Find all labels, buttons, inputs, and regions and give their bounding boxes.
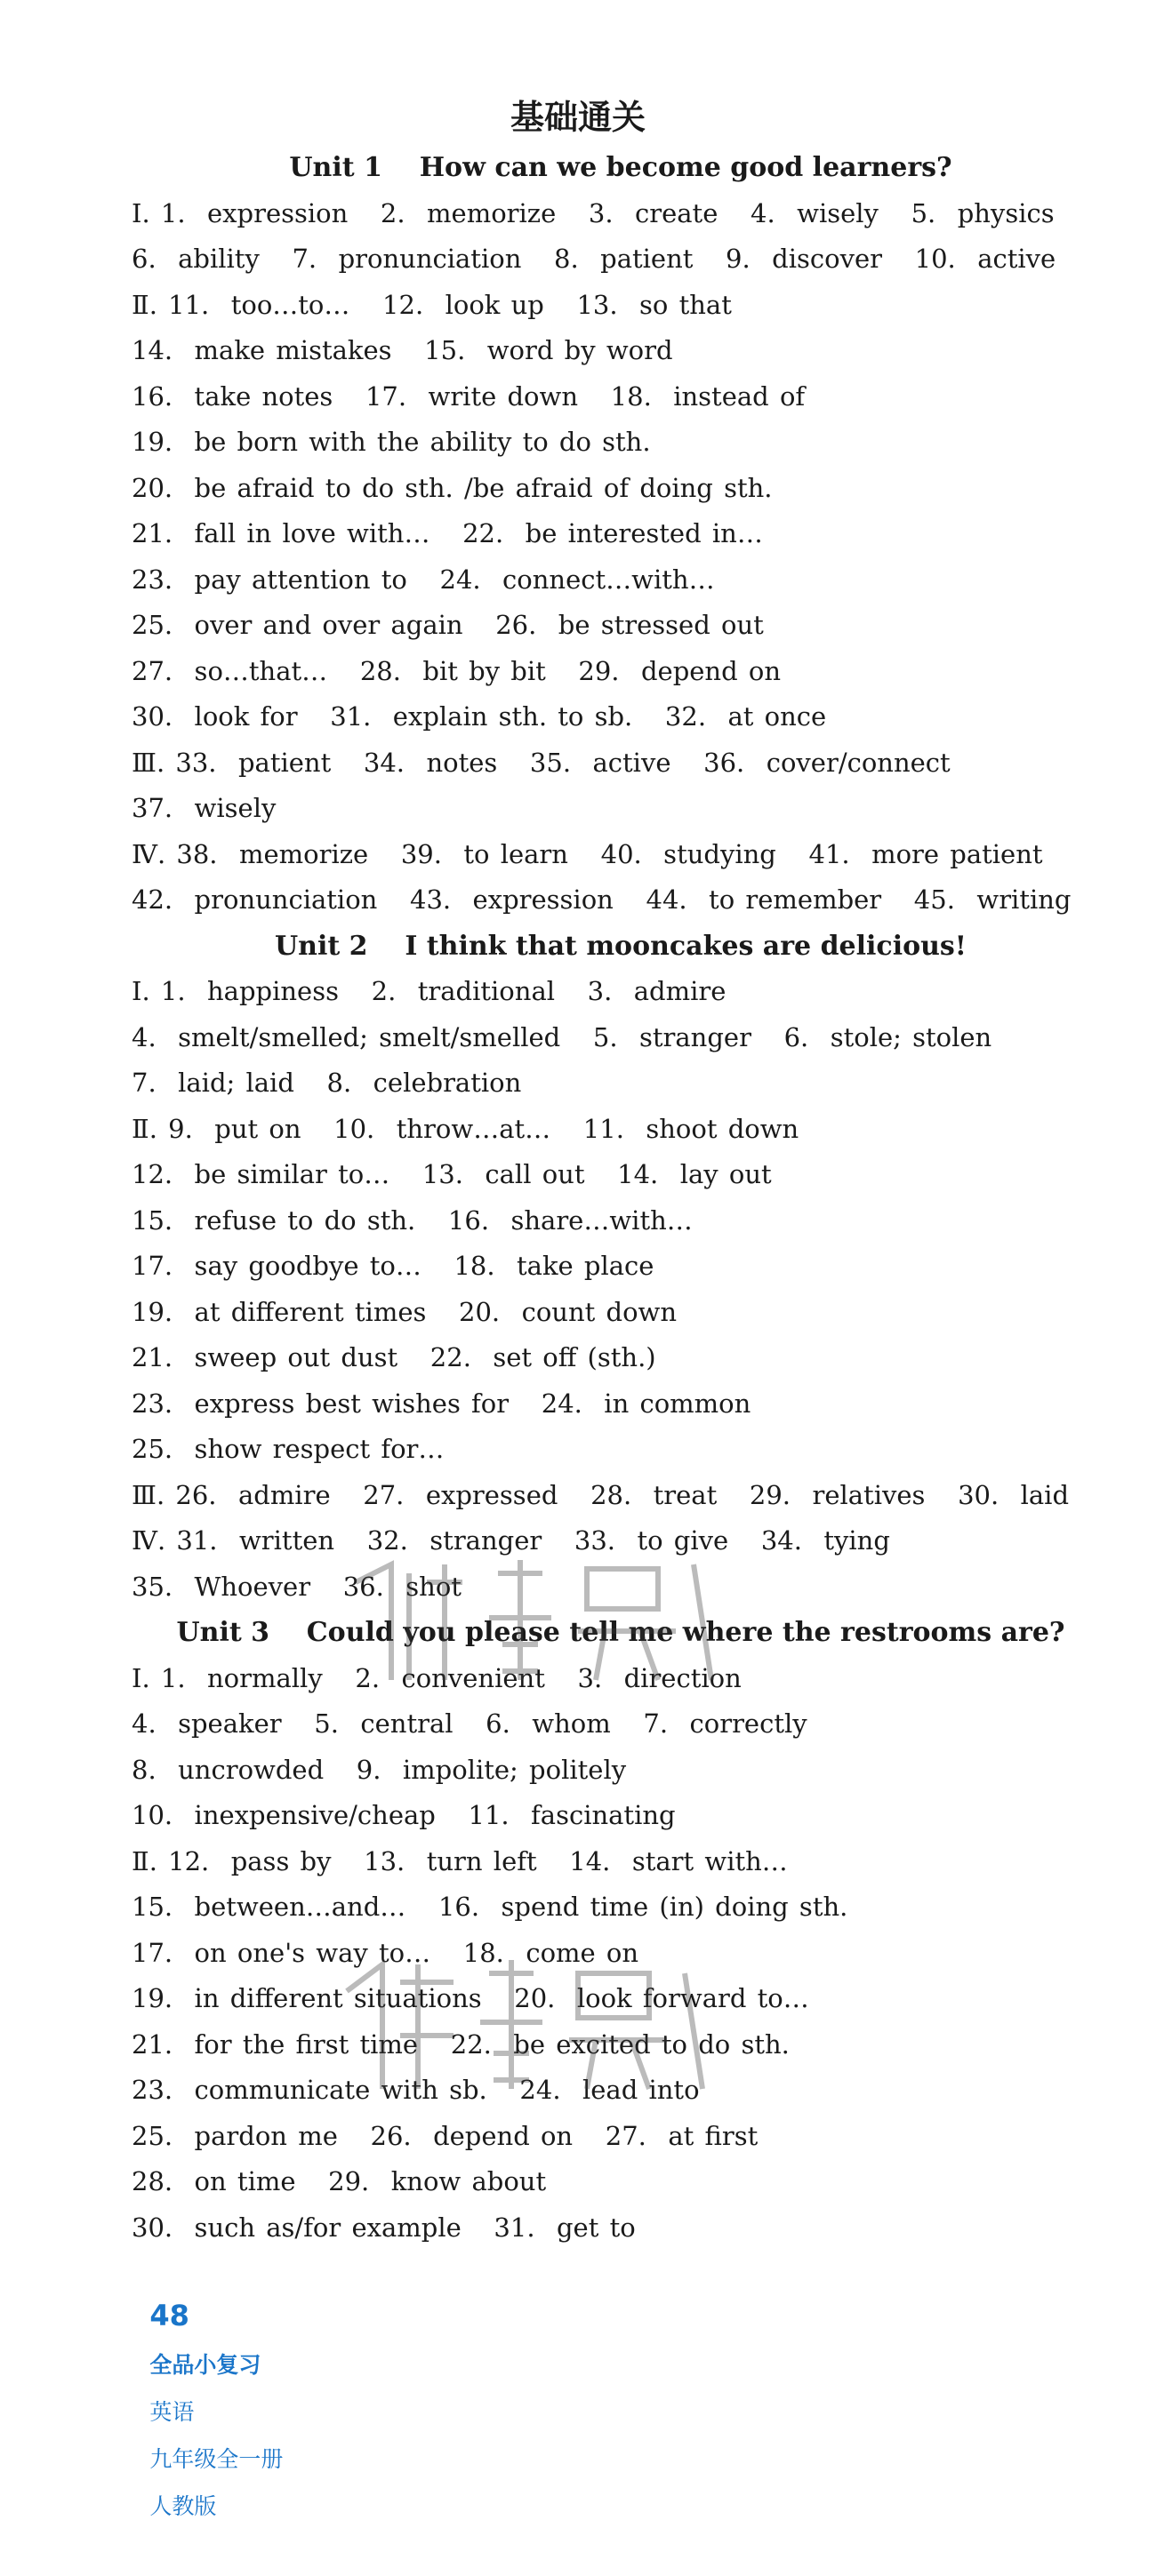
answer-line: 25. over and over again 26. be stressed out [132, 610, 764, 640]
unit-heading: Unit 1 How can we become good learners? [289, 152, 952, 183]
section-title: 基础通关 [510, 98, 646, 137]
answer-line: 14. make mistakes 15. word by word [132, 335, 673, 365]
watermark-graphic [338, 1547, 729, 1698]
answer-line: 19. be born with the ability to do sth. [132, 427, 651, 457]
answer-line: 7. laid; laid 8. celebration [132, 1068, 522, 1098]
answer-line: Ⅲ. 26. admire 27. expressed 28. treat 29. relatives 30. laid [132, 1479, 1070, 1510]
answer-line: Ⅳ. 38. memorize 39. to learn 40. studying 41. more patient [132, 838, 1043, 869]
page-footer [132, 2249, 306, 2519]
answer-line: 25. pardon me 26. depend on 27. at first [132, 2120, 759, 2151]
answer-line: 17. on one's way to… 18. come on [132, 1937, 639, 1968]
answer-line: Ⅱ. 12. pass by 13. turn left 14. start with… [132, 1845, 788, 1876]
subject-label: 英语 [149, 2399, 195, 2425]
unit-block-2 [132, 924, 1074, 1611]
answer-line: 21. for the first time 22. be excited to do sth. [132, 2028, 790, 2060]
answer-line: Ⅰ. 1. normally 2. convenient 3. direction [132, 1662, 742, 1693]
answer-line: 10. inexpensive/cheap 11. fascinating [132, 1800, 676, 1830]
answer-content [132, 145, 1074, 2251]
answer-line: 20. be afraid to do sth. /be afraid of doing sth. [132, 472, 773, 503]
answer-line: 30. such as/for example 31. get to [132, 2212, 636, 2243]
answer-line: Ⅰ. 1. expression 2. memorize 3. create 4. wisely 5. physics [132, 197, 1055, 228]
grade-label: 九年级全一册 [149, 2446, 284, 2472]
answer-line: Ⅱ. 11. too…to… 12. look up 13. so that [132, 289, 732, 320]
answer-line: 42. pronunciation 43. expression 44. to remember 45. writing [132, 884, 1072, 915]
answer-line: 6. ability 7. pronunciation 8. patient 9. discover 10. active [132, 244, 1056, 274]
answer-line: 19. at different times 20. count down [132, 1296, 678, 1327]
answer-line: 15. refuse to do sth. 16. share…with… [132, 1204, 693, 1236]
page-number: 48 [149, 2299, 189, 2332]
answer-line: 8. uncrowded 9. impolite; politely [132, 1754, 627, 1785]
answer-line: Ⅱ. 9. put on 10. throw…at… 11. shoot down [132, 1113, 799, 1144]
answer-line: 16. take notes 17. write down 18. instead of [132, 380, 806, 412]
answer-line: 19. in different situations 20. look forward to… [132, 1983, 809, 2013]
unit-block-1 [132, 145, 1074, 924]
answer-line: 15. between…and… 16. spend time (in) doing sth. [132, 1892, 848, 1922]
series-name: 全品小复习 [149, 2352, 261, 2378]
answer-line: 12. be similar to… 13. call out 14. lay out [132, 1159, 772, 1189]
answer-line: 23. express best wishes for 24. in common [132, 1388, 751, 1419]
answer-line: 35. Whoever 36. shot [132, 1571, 462, 1602]
edition-label: 人教版 [149, 2493, 217, 2519]
answer-line: 25. show respect for… [132, 1434, 445, 1464]
unit-heading: Unit 3 Could you please tell me where the restrooms are? [176, 1617, 1065, 1648]
answer-line: 17. say goodbye to… 18. take place [132, 1251, 654, 1281]
answer-line: Ⅰ. 1. happiness 2. traditional 3. admire [132, 976, 727, 1006]
answer-line: 28. on time 29. know about [132, 2166, 547, 2196]
answer-line: 27. so…that… 28. bit by bit 29. depend on [132, 655, 782, 686]
answer-line: 37. wisely [132, 793, 277, 823]
unit-heading: Unit 2 I think that mooncakes are delicious! [275, 930, 967, 962]
answer-line: 21. sweep out dust 22. set off (sth.) [132, 1342, 656, 1372]
answer-line: Ⅲ. 33. patient 34. notes 35. active 36. cover/connect [132, 747, 951, 778]
answer-line: Ⅳ. 31. written 32. stranger 33. to give 34. tying [132, 1525, 890, 1556]
unit-block-3 [132, 1610, 1074, 2251]
answer-line: 23. communicate with sb. 24. lead into [132, 2075, 700, 2105]
answer-line: 4. smelt/smelled; smelt/smelled 5. stranger 6. stole; stolen [132, 1021, 992, 1052]
watermark-graphic [329, 1947, 720, 2107]
answer-line: 30. look for 31. explain sth. to sb. 32. at once [132, 701, 827, 732]
answer-line: 21. fall in love with… 22. be interested in… [132, 518, 763, 548]
answer-line: 23. pay attention to 24. connect…with… [132, 564, 715, 595]
answer-line: 4. speaker 5. central 6. whom 7. correctly [132, 1708, 807, 1739]
